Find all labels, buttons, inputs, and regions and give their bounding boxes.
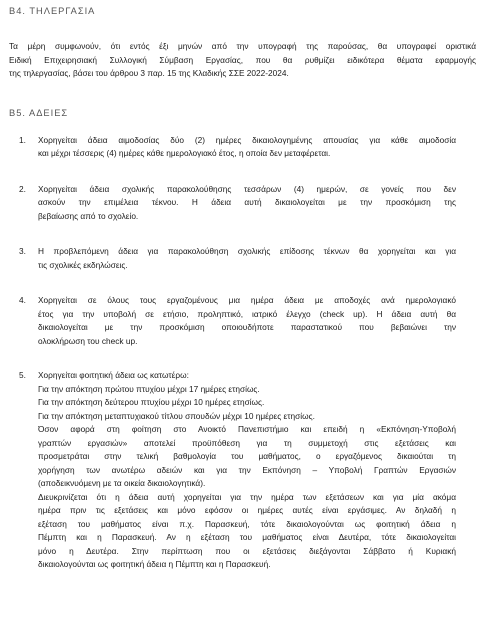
leave-list	[9, 134, 476, 572]
list-item	[9, 294, 476, 348]
list-item-line: Για την απόκτηση δεύτερου πτυχίου μέχρι 10 ημέρες ετησίως.	[38, 397, 265, 407]
list-item-line: Διευκρινίζεται ότι η άδεια αυτή χορηγείται για την ημέρα των εξετάσεων και για μία ακόμα	[38, 491, 456, 502]
list-item-line: Για την απόκτηση πρώτου πτυχίου μέχρι 17 ημέρες ετησίως.	[38, 383, 260, 394]
list-item-number: 2.	[19, 183, 26, 194]
list-item-line: (αποδεικνυόμενη με τα οικεία δικαιολογητικά).	[38, 478, 206, 488]
list-item-line: Πέμπτη και η Παρασκευή. Αν η εξέταση του μαθήματος είναι Δευτέρα, τότε δικαιολογείται	[38, 532, 456, 542]
list-item	[9, 245, 476, 272]
list-item-line: Όσον αφορά στη φοίτηση στο Ανοικτό Πανεπιστήμιο και επειδή η «Εκπόνηση-Υποβολή	[38, 424, 456, 434]
list-item-line: δικαιολογείται με την προσκόμιση οποιουδήποτε παραστατικού που βεβαιώνει την	[38, 322, 456, 332]
list-item-line: ασκούν την επιμέλεια τέκνου. Η άδεια αυτή δικαιολογείται με την προσκόμιση της	[38, 197, 456, 207]
list-item-line: Χορηγείται άδεια σχολικής παρακολούθησης τεσσάρων (4) ημερών, σε γονείς που δεν	[38, 183, 456, 194]
list-item-line: Για την απόκτηση μεταπτυχιακού τίτλου σπουδών μέχρι 10 ημέρες ετησίως.	[38, 410, 315, 421]
list-item-line: δικαιολογούνται ως φοιτητική άδεια η Πέμπτη και η Παρασκευή.	[38, 559, 271, 569]
list-item-line: εξέταση του μαθήματος είναι π.χ. Παρασκευή, τότε δικαιολογούνται ως φοιτητική άδεια η	[38, 518, 456, 529]
list-item-number: 4.	[19, 295, 26, 305]
list-item-number: 1.	[19, 134, 26, 145]
list-item-line: ολοκλήρωση του check up.	[38, 335, 138, 346]
list-item-line: και μέχρι τέσσερις (4) ημέρες κάθε ημερολογιακό έτος, η οποία δεν μεταφέρεται.	[38, 148, 331, 158]
paragraph-line: Τα μέρη συμφωνούν, ότι εντός έξι μηνών από την υπογραφή της παρούσας, θα υπογραφεί οριστικά	[9, 41, 476, 51]
list-item	[9, 369, 476, 572]
list-item-line: χορήγηση των ανωτέρω αδειών και για την Εκπόνηση – Υποβολή Γραπτών Εργασιών	[38, 464, 456, 475]
list-item-line: μόνο η Δευτέρα. Στην περίπτωση που οι εξετάσεις διεξάγονται Σάββατο ή Κυριακή	[38, 545, 456, 556]
list-item-line: Χορηγείται άδεια αιμοδοσίας δύο (2) ημέρες δικαιολογημένης απουσίας για κάθε αιμοδοσία	[38, 134, 456, 145]
list-item-number: 5.	[19, 370, 26, 380]
paragraph-line: Ειδική Επιχειρησιακή Συλλογική Σύμβαση Εργασίας, που θα ρυθμίζει ειδικότερα θέματα εφαρμογής	[9, 54, 476, 65]
list-item-line: βεβαίωσης από το σχολείο.	[38, 210, 139, 221]
list-item-line: γραπτών εργασιών» αποτελεί προϋπόθεση για τη συμμετοχή στις εξετάσεις και	[38, 437, 456, 448]
section-b4-heading: Β4. ΤΗΛΕΡΓΑΣΙΑ	[9, 6, 96, 16]
list-item	[9, 183, 476, 224]
list-item-line: Χορηγείται φοιτητική άδεια ως κατωτέρω:	[38, 370, 189, 380]
list-item-line: τις σχολικές εκδηλώσεις.	[38, 259, 128, 270]
list-item-line: προσμετράται στην τελική βαθμολογία του μαθήματος, ο εργαζόμενος δικαιούται τη	[38, 451, 456, 461]
list-item	[9, 134, 476, 161]
list-item-line: Η προβλεπόμενη άδεια για παρακολούθηση σχολικής επίδοσης τέκνων θα χορηγείται και για	[38, 246, 456, 256]
list-item-line: έτος για την υποβολή σε ετήσιο, προληπτικό, ιατρικό έλεγχο (check up). Η άδεια αυτή θα	[38, 308, 456, 319]
section-b5-heading: Β5. ΑΔΕΙΕΣ	[9, 107, 69, 118]
list-item-line: Χορηγείται σε όλους τους εργαζομένους μια ημέρα άδεια με αποδοχές ανά ημερολογιακό	[38, 295, 456, 305]
section-b4-paragraph	[9, 40, 476, 81]
paragraph-line: της τηλεργασίας, βάσει του άρθρου 3 παρ. 15 της Κλαδικής ΣΣΕ 2022-2024.	[9, 68, 289, 78]
list-item-line: ημέρα πριν τις εξετάσεις και μόνο εφόσον οι ημέρες αυτές είναι εργάσιμες. Αν δηλαδή η	[38, 505, 456, 515]
list-item-number: 3.	[19, 246, 26, 256]
